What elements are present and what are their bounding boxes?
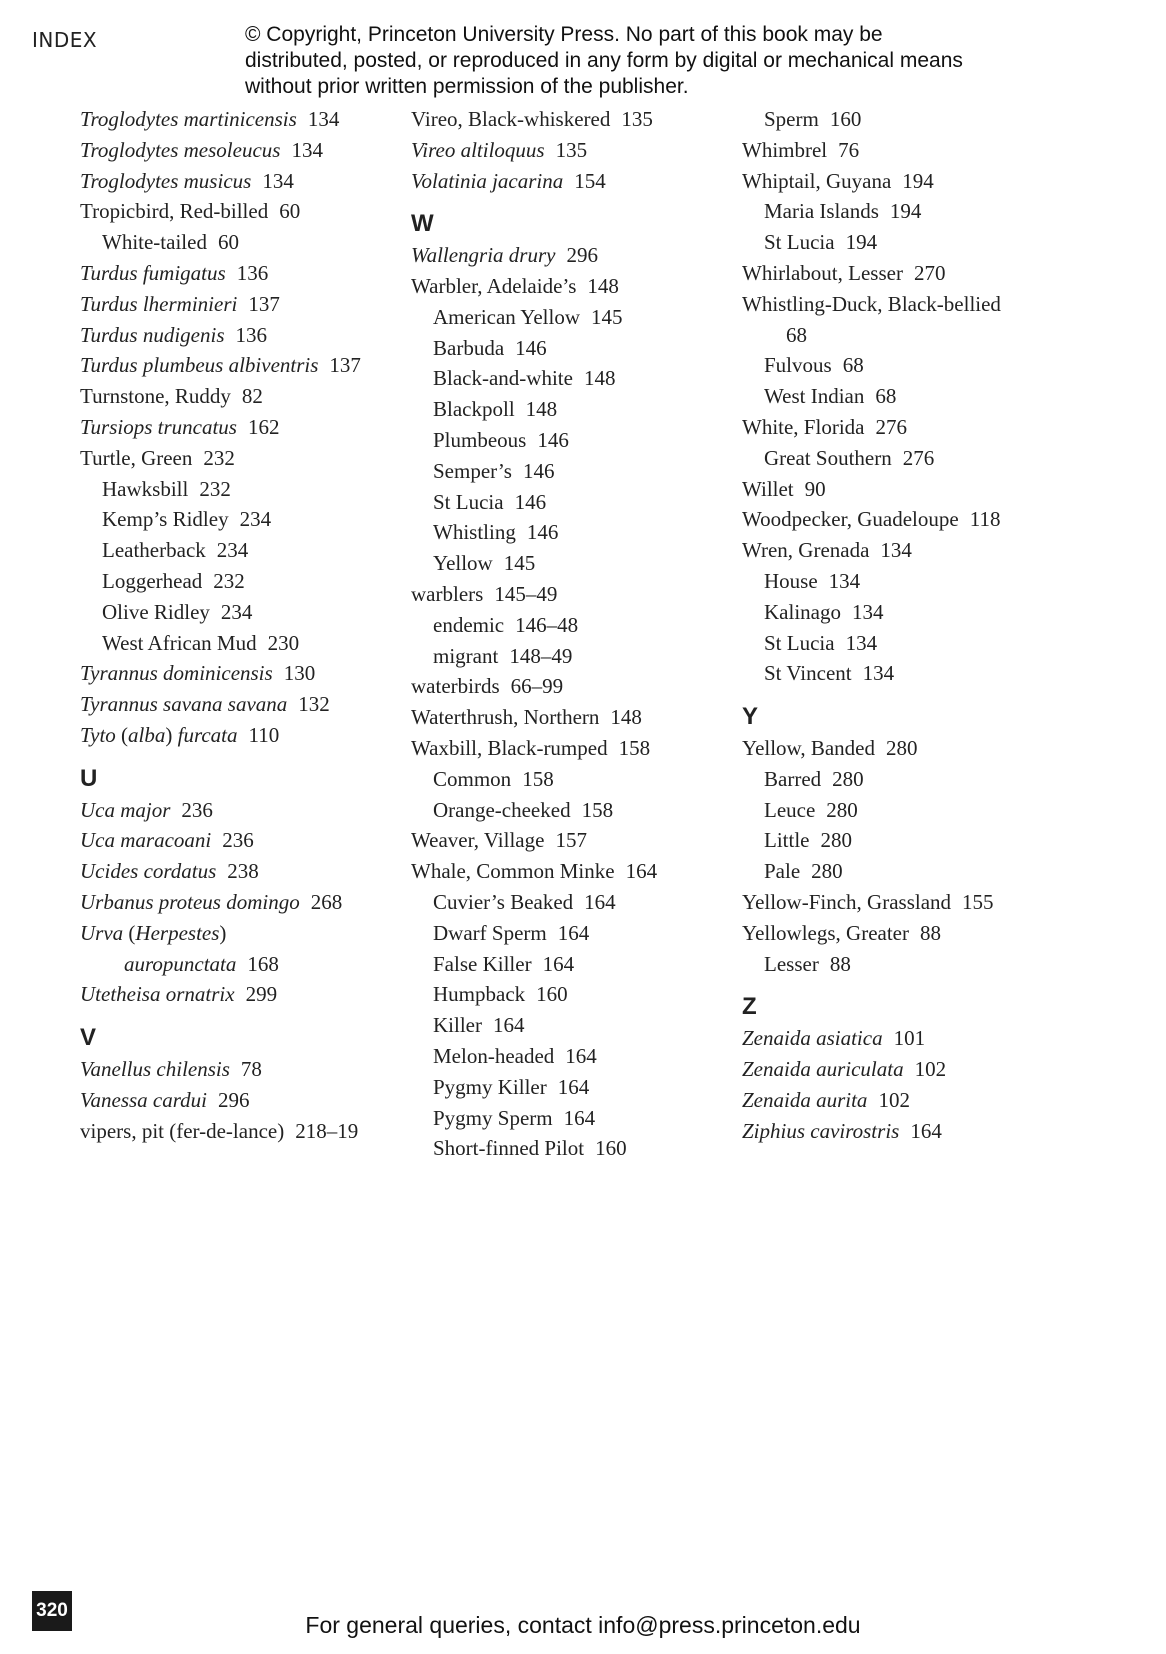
index-term: Barred [764,766,822,791]
index-term: Whimbrel [742,137,828,162]
index-entry [742,733,1072,764]
index-subentry [742,381,1072,412]
index-subentry [411,641,731,672]
index-entry [411,671,731,702]
index-term: Ziphius cavirostris [742,1118,900,1143]
index-subentry [411,487,731,518]
index-subentry [742,104,1072,135]
index-page-ref: 232 [199,476,231,501]
index-page-ref: 280 [826,797,858,822]
index-term: Uca major [80,797,171,822]
index-subentry [80,504,400,535]
index-subentry [80,474,400,505]
index-page-ref: 90 [804,476,826,501]
index-page-ref: 276 [875,414,907,439]
index-page-ref: 164 [557,920,590,945]
index-page-ref: 160 [595,1136,627,1161]
index-entry [80,1085,400,1116]
index-term: Kemp’s Ridley [102,507,229,532]
index-page-ref: 68 [875,384,897,409]
index-term: Vanessa cardui [80,1087,207,1112]
index-page-ref: 194 [902,168,934,193]
index-term: Leuce [764,797,816,822]
index-page-ref: 280 [886,735,918,760]
index-term: Kalinago [764,599,841,624]
index-term: Waterthrush, Northern [411,705,600,730]
index-page-ref: 164 [584,889,616,914]
index-page-ref: 146–48 [515,612,579,637]
index-page-ref: 134 [845,630,878,655]
index-entry [742,1023,1072,1054]
index-page-ref: 134 [307,107,340,131]
index-entry [80,795,400,826]
index-term: Vanellus chilensis [80,1056,230,1081]
index-subentry [742,443,1072,474]
index-term: Vireo, Black-whiskered [411,107,611,131]
index-subentry [411,1072,731,1103]
index-term: Turdus nudigenis [80,322,225,347]
index-page-ref: 145 [590,304,623,329]
index-entry [80,1116,400,1147]
index-page-ref: 280 [811,859,843,884]
index-entry [80,1054,400,1085]
index-term: Whiptail, Guyana [742,168,892,193]
index-page-ref: 236 [181,797,213,822]
index-entry [80,918,400,949]
index-entry [742,504,1072,535]
index-term: Waxbill, Black-rumped [411,735,608,760]
index-page-ref: 238 [227,859,259,884]
index-term: Cuvier’s Beaked [433,889,574,914]
index-page-ref: 194 [845,230,878,255]
index-page-ref: 136 [235,322,267,347]
index-page-ref: 146 [526,520,559,545]
index-page-ref: 146 [537,427,569,452]
index-term: West Indian [764,384,865,409]
index-subentry [80,949,400,980]
index-term: Whistling-Duck, Black-bellied [742,291,1001,316]
index-page-ref: 280 [832,766,864,791]
index-entry [411,271,731,302]
index-page-ref: 132 [298,692,330,717]
index-subentry [411,302,731,333]
index-term: waterbirds [411,674,500,699]
index-page-ref: 68 [786,322,807,347]
index-page-ref: 158 [618,735,651,760]
index-term: Blackpoll [433,397,515,422]
index-page-ref: 158 [522,766,554,791]
index-page-ref: 157 [555,828,587,853]
index-term: Sperm [764,107,819,131]
index-subentry [742,795,1072,826]
index-subentry [742,764,1072,795]
index-page-ref: 155 [962,889,994,914]
index-subentry [742,856,1072,887]
index-page-ref: 146 [514,489,547,514]
index-page-ref: 276 [902,445,935,470]
index-page-ref: 164 [542,951,575,976]
index-page-ref: 160 [829,107,862,131]
index-page-ref: 134 [828,568,861,593]
index-page-ref: 118 [969,507,1001,532]
index-entry [80,381,400,412]
index-term: St Lucia [764,630,835,655]
index-page-ref: 148–49 [509,643,573,668]
index-term: Semper’s [433,458,512,483]
index-entry [742,166,1072,197]
index-term: Tyrannus dominicensis [80,661,273,686]
index-page-ref: 82 [241,384,263,409]
index-entry [80,856,400,887]
index-page-ref: 101 [893,1026,926,1051]
index-term: Zenaida auriculata [742,1056,904,1081]
index-entry [742,135,1072,166]
index-term: Whistling [433,520,516,545]
index-term: Troglodytes mesoleucus [80,137,281,162]
index-term: Troglodytes musicus [80,168,252,193]
index-page-ref: 168 [247,951,279,976]
index-term: Uca maracoani [80,828,212,853]
index-page-ref: 164 [492,1013,525,1038]
index-term: American Yellow [433,304,580,329]
index-term: Pale [764,859,801,884]
index-term: Turtle, Green [80,445,193,470]
index-page-ref: 296 [566,243,598,268]
index-term: West African Mud [102,630,257,655]
index-subentry [80,535,400,566]
index-page-ref: 158 [581,797,614,822]
index-term: Loggerhead [102,568,203,593]
index-page-ref: 148 [583,366,616,391]
index-term: Hawksbill [102,476,189,501]
index-page-ref: 110 [248,722,280,747]
index-term: Willet [742,476,794,501]
index-page-ref: 234 [239,507,272,532]
index-page-ref: 66–99 [510,674,564,699]
index-page-ref: 234 [216,538,249,563]
index-term: Orange-cheeked [433,797,571,822]
index-page-ref: 164 [563,1105,596,1130]
index-subentry [742,227,1072,258]
index-term: Lesser [764,951,819,976]
index-term: Volatinia jacarina [411,168,564,193]
index-page-ref: 134 [291,137,323,162]
index-term: Killer [433,1013,482,1038]
index-page-ref: 136 [236,260,269,285]
index-page-ref: 218–19 [295,1118,359,1143]
index-term: vipers, pit (fer-de-lance) [80,1118,285,1143]
index-entry [80,320,400,351]
index-section-letter: U [80,764,98,792]
index-term: Tyto (alba) furcata [80,722,238,747]
index-entry [742,535,1072,566]
index-term: auropunctata [124,951,237,976]
index-term: Maria Islands [764,199,879,224]
index-column-1 [80,104,400,1146]
copyright-notice: © Copyright, Princeton University Press. No part of this book may be distributed, posted, or reproduced in any form by digital or mechanical means without prior written permission of the publisher. [245,23,963,98]
index-page-ref: 146 [515,335,547,360]
index-term: Plumbeous [433,427,527,452]
index-entry [80,412,400,443]
index-term: Woodpecker, Guadeloupe [742,507,959,532]
index-subentry [411,887,731,918]
index-page-ref: 60 [217,230,239,255]
index-term: Vireo altiloquus [411,137,545,162]
index-page-ref: 137 [329,353,361,378]
index-page-ref: 164 [565,1043,597,1068]
index-term: Yellow [433,551,493,576]
index-entry [80,689,400,720]
index-section-letter: Y [742,703,759,731]
index-term: Little [764,828,810,853]
index-column-3 [742,104,1072,1146]
index-section-letter: V [80,1024,97,1052]
index-page-ref: 162 [247,414,280,439]
index-term: Troglodytes martinicensis [80,107,297,131]
footer-contact: For general queries, contact info@press.princeton.edu [305,1612,861,1638]
index-entry [742,289,1072,320]
index-term: Wren, Grenada [742,538,870,563]
index-entry [742,474,1072,505]
index-entry [80,720,400,751]
index-subentry [411,764,731,795]
index-entry [411,135,731,166]
index-term: St Lucia [764,230,835,255]
index-term: Melon-headed [433,1043,555,1068]
index-subentry [742,825,1072,856]
index-section-letter: W [411,210,434,238]
index-subentry [411,610,731,641]
index-term: House [764,568,818,593]
index-subentry [411,979,731,1010]
index-page-ref: 134 [862,661,895,686]
index-entry [80,658,400,689]
index-entry [80,258,400,289]
index-entry [80,887,400,918]
index-page-ref: 88 [829,951,851,976]
index-term: Common [433,766,512,791]
index-term: Whale, Common Minke [411,859,615,884]
index-term: Fulvous [764,353,832,378]
index-page-ref: 160 [536,982,568,1007]
index-subentry [80,227,400,258]
index-subentry [411,548,731,579]
index-term: Tursiops truncatus [80,414,237,439]
index-page-ref: 154 [574,168,606,193]
index-subentry [80,597,400,628]
index-page-ref: 280 [820,828,852,853]
index-subentry [742,320,1072,351]
index-subentry [411,1041,731,1072]
index-term: warblers [411,581,484,606]
index-page-ref: 232 [213,568,245,593]
index-term: Whirlabout, Lesser [742,260,903,285]
index-subentry [742,949,1072,980]
index-term: Pygmy Killer [433,1074,547,1099]
index-entry [742,1116,1072,1147]
index-page-ref: 135 [621,107,653,131]
index-entry [742,887,1072,918]
index-term: Tropicbird, Red-billed [80,199,269,224]
index-subentry [411,425,731,456]
index-entry [80,196,400,227]
index-entry [411,240,731,271]
index-term: Barbuda [433,335,505,360]
index-subentry [411,333,731,364]
index-subentry [742,628,1072,659]
index-column-2 [411,104,731,1164]
index-subentry [742,597,1072,628]
index-term: Yellow-Finch, Grassland [742,889,952,914]
index-subentry [742,658,1072,689]
index-term: Turnstone, Ruddy [80,384,231,409]
index-term: migrant [433,643,499,668]
index-page-ref: 299 [245,982,278,1007]
index-term: Wallengria drury [411,243,556,268]
index-entry [742,1085,1072,1116]
index-term: endemic [433,612,505,637]
index-entry [411,702,731,733]
index-term: Turdus fumigatus [80,260,226,285]
index-page-ref: 102 [878,1087,910,1112]
index-term: Urbanus proteus domingo [80,889,300,914]
index-term: Olive Ridley [102,599,210,624]
index-page-ref: 268 [310,889,343,914]
index-entry [80,825,400,856]
index-term: Turdus lherminieri [80,291,238,316]
index-term: Urva (Herpestes) [80,920,227,945]
index-term: Humpback [433,982,526,1007]
index-page-ref: 78 [240,1056,262,1081]
index-page-ref: 68 [842,353,864,378]
index-page-ref: 270 [913,260,946,285]
index-subentry [411,456,731,487]
index-term: Ucides cordatus [80,859,217,884]
index-page-ref: 130 [283,661,316,686]
index-page-ref: 134 [262,168,294,193]
index-term: St Vincent [764,661,852,686]
index-entry [742,918,1072,949]
index-page-ref: 230 [267,630,300,655]
index-term: Turdus plumbeus albiventris [80,353,319,378]
index-term: Short-finned Pilot [433,1136,585,1161]
index-page-ref: 164 [910,1118,942,1143]
index-subentry [411,394,731,425]
index-term: Dwarf Sperm [433,920,547,945]
index-entry [411,104,731,135]
index-entry [742,412,1072,443]
index-subentry [742,350,1072,381]
index-entry [742,1054,1072,1085]
index-page-ref: 102 [914,1056,947,1081]
index-subentry [411,1133,731,1164]
index-subentry [80,566,400,597]
index-subentry [411,918,731,949]
index-term: Great Southern [764,445,892,470]
index-term: Yellowlegs, Greater [742,920,909,945]
index-page-ref: 296 [217,1087,250,1112]
index-term: Zenaida asiatica [742,1026,883,1051]
index-page-ref: 60 [279,199,301,224]
index-entry [80,350,400,381]
page-number: 320 [32,1591,72,1631]
index-subentry [411,1103,731,1134]
index-page-ref: 145–49 [494,581,558,606]
index-subentry [742,196,1072,227]
index-term: False Killer [433,951,532,976]
index-page-ref: 236 [222,828,254,853]
index-subentry [411,1010,731,1041]
index-term: Zenaida aurita [742,1087,868,1112]
index-entry [80,979,400,1010]
index-subentry [411,517,731,548]
index-page-ref: 232 [203,445,235,470]
index-term: Tyrannus savana savana [80,692,288,717]
index-term: Weaver, Village [411,828,545,853]
index-term: Utetheisa ornatrix [80,982,235,1007]
index-term: Black-and-white [433,366,573,391]
index-page-ref: 234 [220,599,253,624]
index-page-ref: 134 [851,599,884,624]
index-entry [80,166,400,197]
index-subentry [411,949,731,980]
index-subentry [411,795,731,826]
index-page-ref: 148 [525,397,558,422]
index-page-ref: 137 [248,291,280,316]
index-term: White-tailed [102,230,207,255]
index-entry [742,258,1072,289]
index-term: Warbler, Adelaide’s [411,273,577,298]
index-term: Yellow, Banded [742,735,876,760]
index-entry [80,135,400,166]
index-page-ref: 148 [610,705,642,730]
index-entry [80,104,400,135]
index-page-ref: 164 [625,859,658,884]
index-page-ref: 134 [880,538,912,563]
index-entry [411,579,731,610]
index-entry [411,166,731,197]
index-page-ref: 88 [920,920,941,945]
index-page-ref: 145 [503,551,536,576]
index-page-ref: 148 [587,273,619,298]
index-entry [411,856,731,887]
index-term: St Lucia [433,489,504,514]
running-head: INDEX [32,28,98,52]
index-subentry [411,363,731,394]
index-page-ref: 146 [522,458,555,483]
index-subentry [742,566,1072,597]
index-entry [411,825,731,856]
index-term: Leatherback [102,538,206,563]
index-subentry [80,628,400,659]
index-entry [80,443,400,474]
index-entry [80,289,400,320]
index-term: Pygmy Sperm [433,1105,553,1130]
index-page-ref: 135 [555,137,588,162]
index-section-letter: Z [742,993,757,1021]
index-term: White, Florida [742,414,865,439]
index-entry [411,733,731,764]
index-page-ref: 194 [889,199,922,224]
index-page-ref: 164 [557,1074,590,1099]
index-page-ref: 76 [838,137,860,162]
